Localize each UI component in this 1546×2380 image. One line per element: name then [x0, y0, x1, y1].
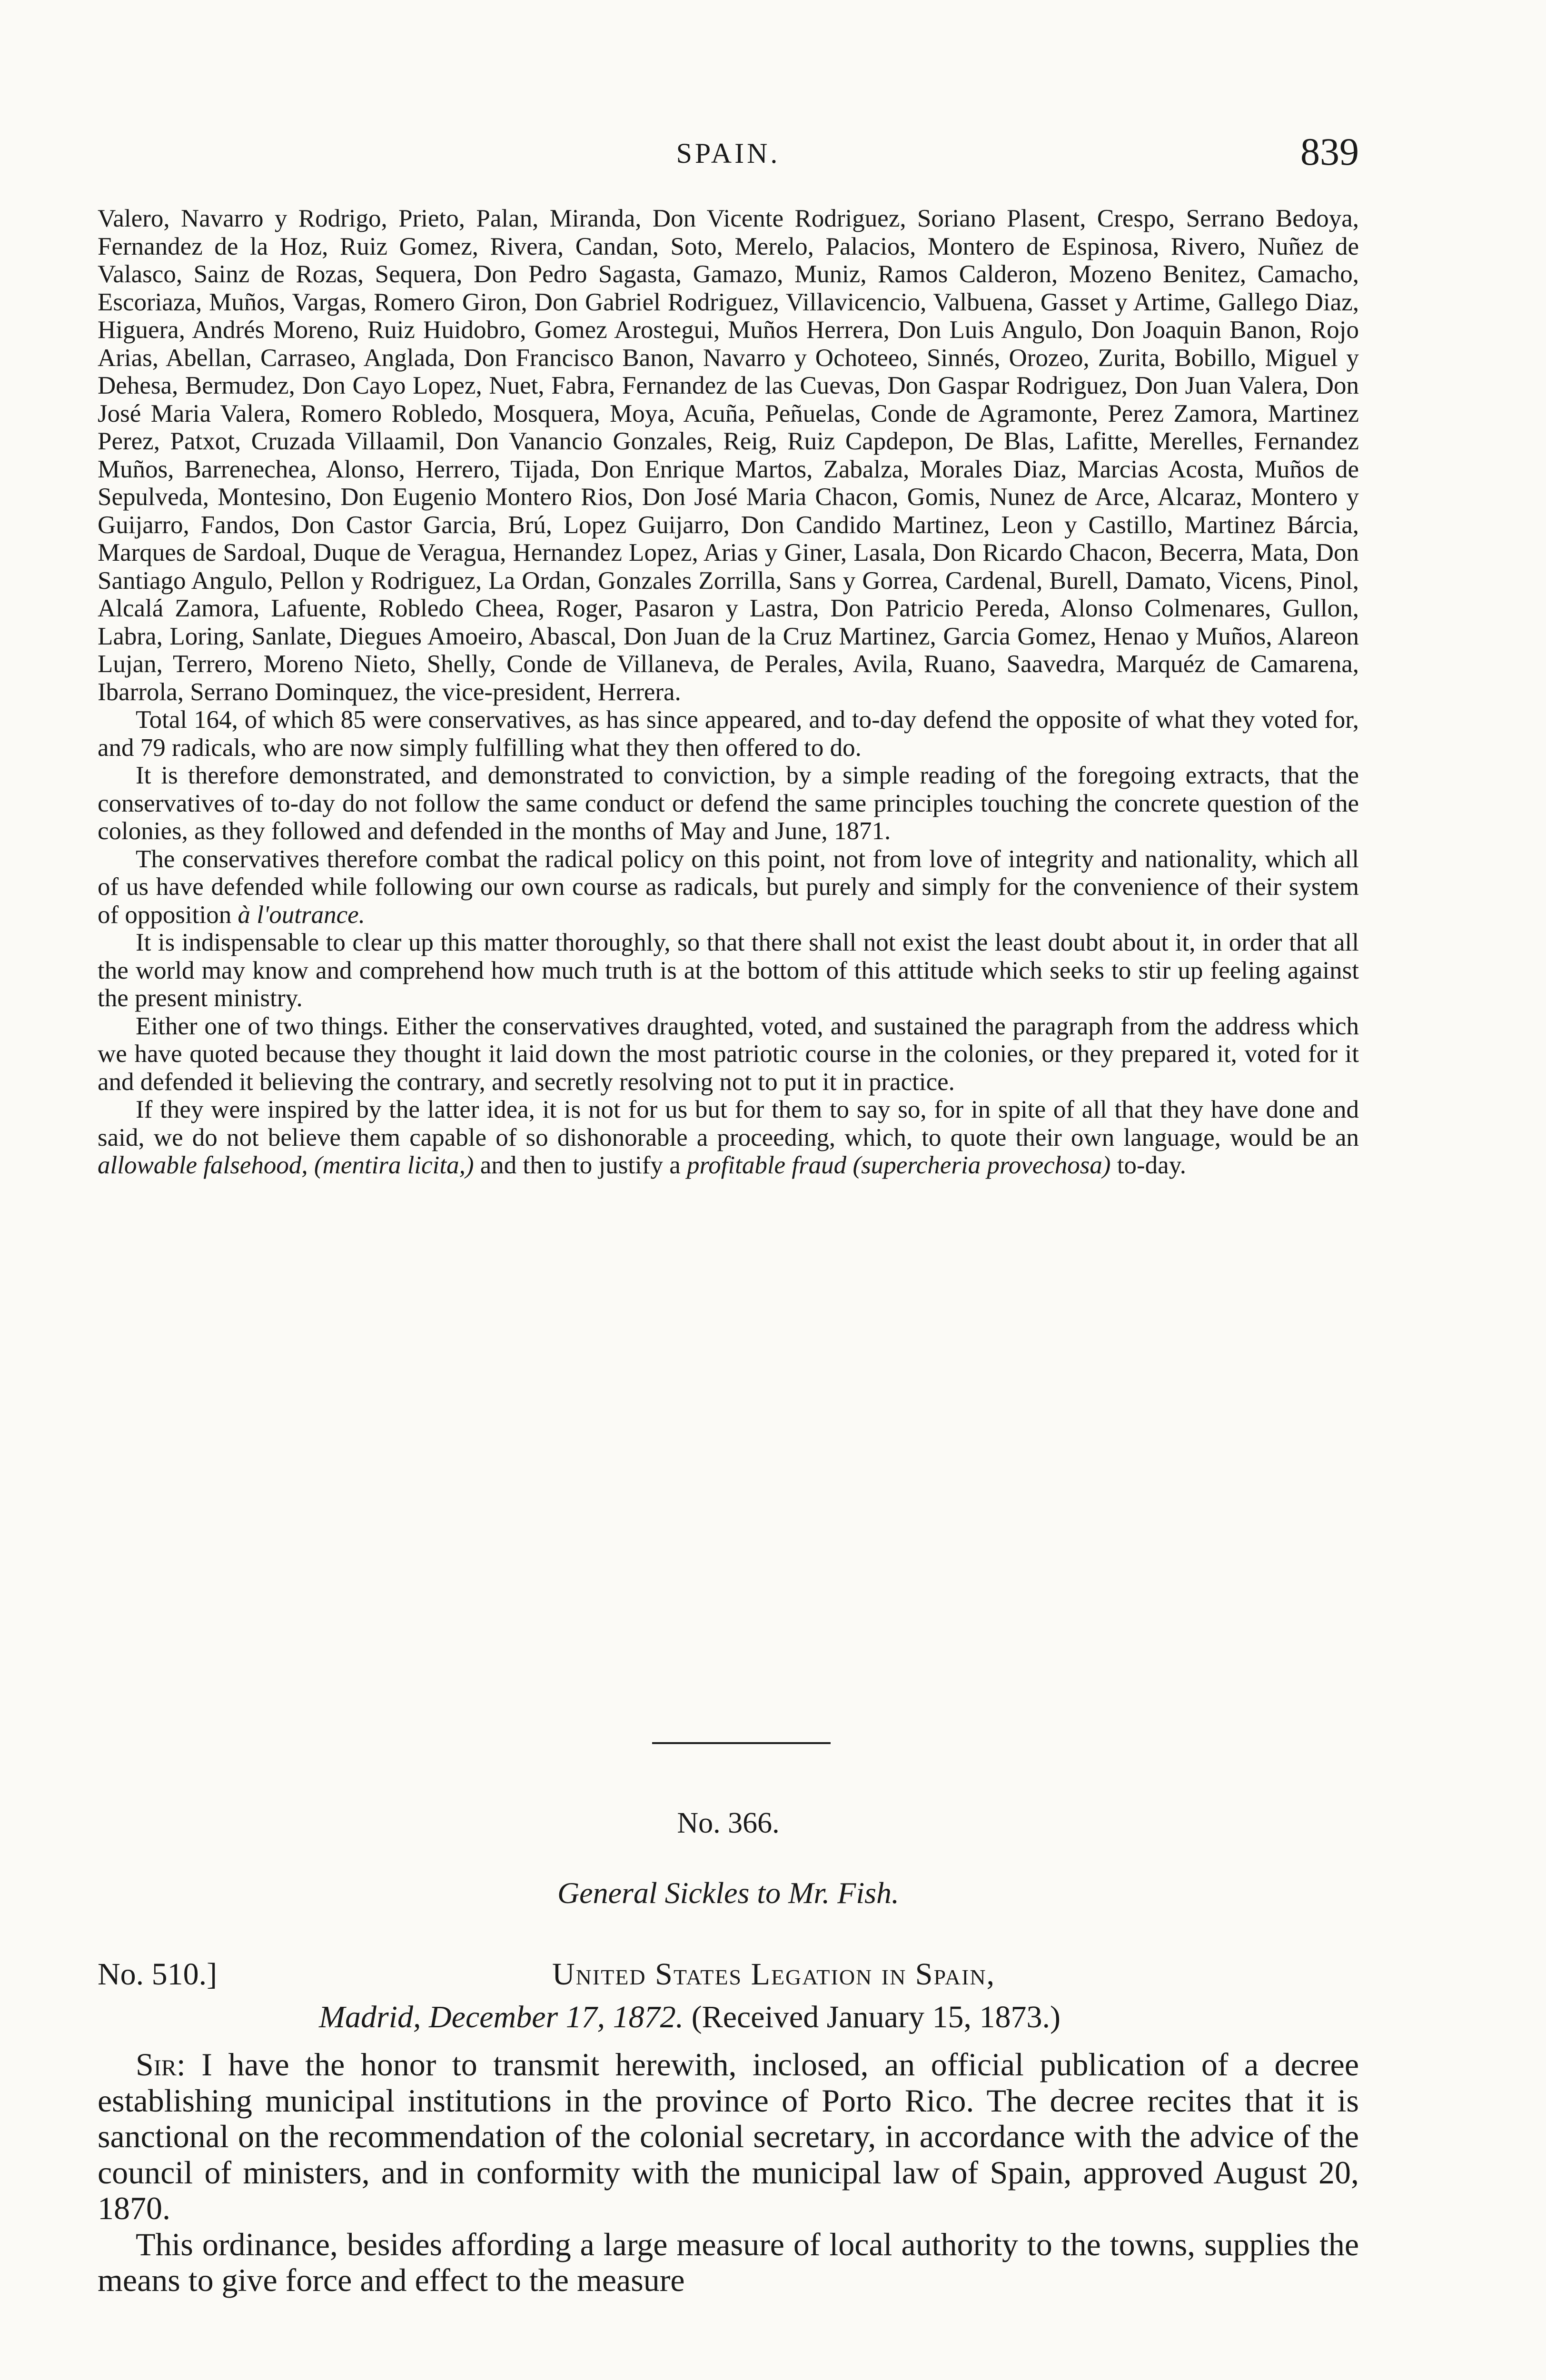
extract-block: [98, 205, 1359, 1180]
profitable-phrase: profitable fraud: [687, 1151, 847, 1179]
and-then-text: and then to justify a: [480, 1151, 681, 1179]
paragraph-demonstrated: It is therefore demonstrated, and demonstrated to conviction, by a simple reading of the foregoing extracts, that the conservatives of to-day do not follow the same conduct or defend the same principles touching the concrete question of the colonies, as they followed and defended in the months of May and June, 1871.: [98, 762, 1359, 845]
running-title: SPAIN.: [676, 138, 781, 169]
date-month: December 17, 1872.: [429, 2000, 684, 2034]
paragraph-two-things: Either one of two things. Either the conservatives draughted, voted, and sustained the paragraph from the address which we have quoted because they thought it laid down the most patriotic course in the colonies, or they prepared it, voted for it and defended it believing the contrary, and secretly resolving not to put it in practice.: [98, 1012, 1359, 1096]
document-heading: General Sickles to Mr. Fish.: [557, 1876, 900, 1910]
salutation: Sir: [136, 2046, 177, 2082]
legation-line: United States Legation in Spain,: [552, 1957, 996, 1992]
running-head: [98, 129, 1359, 177]
mentira-phrase: (mentira licita,): [314, 1151, 474, 1179]
dispatch-number: No. 510.]: [98, 1957, 218, 1992]
date-line: [319, 1999, 1060, 2035]
vote-list: Valero, Navarro y Rodrigo, Prieto, Palan, Miranda, Don Vicente Rodriguez, Soriano Plasent, Crespo, Serrano Bedoya, Fernandez de la Hoz, Ruiz Gomez, Rivera, Candan, Soto, Merelo, Palacios, Montero de Espinosa, Rivero, Nuñez de Valasco, Sainz de Rozas, Sequera, Don Pedro Sagasta, Gamazo, Muniz, Ramos Calderon, Mozeno Benitez, Camacho, Escoriaza, Muños, Vargas, Romero Giron, Don Gabriel Rodriguez, Villavicencio, Valbuena, Gasset y Artime, Gallego Diaz, Higuera, Andrés Moreno, Ruiz Huidobro, Gomez Arostegui, Muños Herrera, Don Luis Angulo, Don Joaquin Banon, Rojo Arias, Abellan, Carraseo, Anglada, Don Francisco Banon, Navarro y Ochoteeo, Sinnés, Orozeo, Zurita, Bobillo, Miguel y Dehesa, Bermudez, Don Cayo Lopez, Nuet, Fabra, Fernandez de las Cuevas, Don Gaspar Rodriguez, Don Juan Valera, Don José Maria Valera, Romero Robledo, Mosquera, Moya, Acuña, Peñuelas, Conde de Agramonte, Perez Zamora, Martinez Perez, Patxot, Cruzada Villaamil, Don Vanancio Gonzales, Reig, Ruiz Capdepon, De Blas, Lafitte, Merelles, Fernandez Muños, Barrenechea, Alonso, Herrero, Tijada, Don Enrique Martos, Zabalza, Morales Diaz, Marcias Acosta, Muños de Sepulveda, Montesino, Don Eugenio Montero Rios, Don José Maria Chacon, Gomis, Nunez de Arce, Alcaraz, Montero y Guijarro, Fandos, Don Castor Garcia, Brú, Lopez Guijarro, Don Candido Martinez, Leon y Castillo, Martinez Bárcia, Marques de Sardoal, Duque de Veragua, Hernandez Lopez, Arias y Giner, Lasala, Don Ricardo Chacon, Becerra, Mata, Don Santiago Angulo, Pellon y Rodriguez, La Ordan, Gonzales Zorrilla, Sans y Gorrea, Cardenal, Burell, Damato, Vicens, Pinol, Alcalá Zamora, Lafuente, Robledo Cheea, Roger, Pasaron y Lastra, Don Patricio Pereda, Alonso Colmenares, Gullon, Labra, Loring, Sanlate, Diegues Amoeiro, Abascal, Don Juan de la Cruz Martinez, Garcia Gomez, Henao y Muños, Alareon Lujan, Terrero, Moreno Nieto, Shelly, Conde de Villaneva, de Perales, Avila, Ruano, Saavedra, Marquéz de Camarena, Ibarrola, Serrano Dominquez, the vice-president, Herrera.: [98, 205, 1359, 706]
paragraph-combat: [98, 845, 1359, 929]
date-place: Madrid,: [319, 2000, 421, 2034]
paragraph-combat-text: The conservatives therefore combat the radical policy on this point, not from love of integrity and nationality, which all of us have defended while following our own course as radicals, but purely and simply for the convenience of their system of opposition: [98, 845, 1359, 929]
section-divider: [652, 1742, 831, 1744]
supercheria-phrase: (supercheria provechosa): [852, 1151, 1111, 1179]
paragraph-indispensable: It is indispensable to clear up this matter thoroughly, so that there shall not exist the least doubt about it, in order that all the world may know and comprehend how much truth is at the bottom of this attitude which seeks to stir up feeling against the present ministry.: [98, 929, 1359, 1012]
paragraph-total: Total 164, of which 85 were conservatives, as has since appeared, and to-day defend the opposite of what they voted for, and 79 radicals, who are now simply fulfilling what they then offered to do.: [98, 706, 1359, 762]
paragraph-inspired: [98, 1096, 1359, 1180]
letter-body: [98, 2047, 1359, 2299]
letter-paragraph-1: [98, 2047, 1359, 2227]
document-number: No. 366.: [677, 1807, 780, 1839]
page-number: 839: [1300, 130, 1359, 173]
paragraph-inspired-text: If they were inspired by the latter idea, it is not for us but for them to say so, for in spite of all that they have done and said, we do not believe them capable of so dishonorable a proceeding, which, to quote their own language, would be an: [98, 1096, 1359, 1151]
outrance-phrase: à l'outrance.: [238, 901, 365, 929]
to-day-text: to-day.: [1117, 1151, 1187, 1179]
letter-paragraph-1-text: : I have the honor to transmit herewith, inclosed, an official publication of a decree establishing municipal institutions in the province of Porto Rico. The decree recites that it is sanctional on the recommendation of the colonial secretary, in accordance with the advice of the council of ministers, and in conformity with the municipal law of Spain, approved August 20, 1870.: [98, 2046, 1359, 2226]
received-date: (Received January 15, 1873.): [691, 2000, 1060, 2034]
allowable-phrase: allowable falsehood,: [98, 1151, 308, 1179]
letter-paragraph-2: This ordinance, besides affording a large measure of local authority to the towns, supplies the means to give force and effect to the measure: [98, 2226, 1359, 2298]
